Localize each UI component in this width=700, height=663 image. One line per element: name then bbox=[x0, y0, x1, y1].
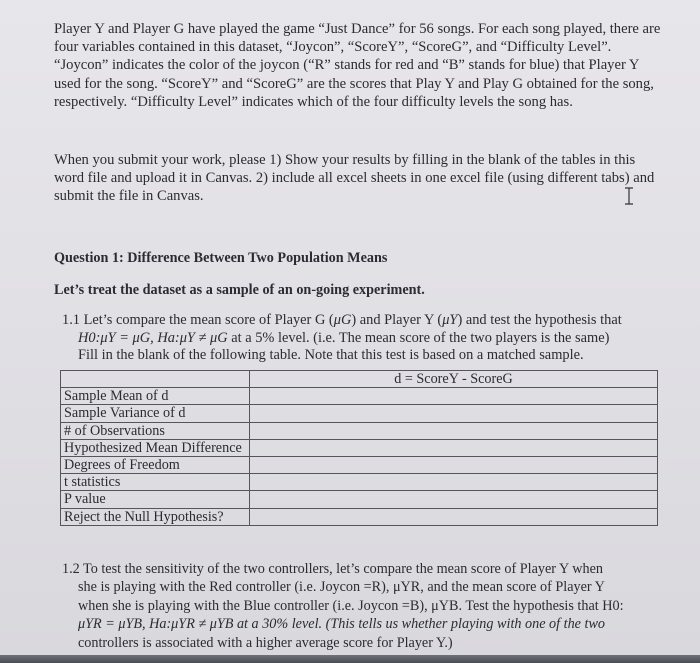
table-header-cell: d = ScoreY - ScoreG bbox=[250, 371, 658, 388]
question-1-title: Question 1: Difference Between Two Population Means bbox=[54, 250, 388, 266]
results-table bbox=[60, 370, 658, 526]
q12-line-3: when she is playing with the Blue controller (i.e. Joycon =B), μYB. Test the hypothesis that H0: bbox=[78, 597, 624, 614]
answer-cell[interactable] bbox=[250, 422, 658, 439]
question-1-2 bbox=[62, 560, 652, 652]
answer-cell[interactable] bbox=[250, 508, 658, 525]
answer-cell[interactable] bbox=[250, 405, 658, 422]
row-label: Sample Mean of d bbox=[61, 388, 250, 405]
q11-line-2: H0:μY = μG, Ha:μY ≠ μG at a 5% level. (i.e. The mean score of the two players is the same) bbox=[78, 329, 610, 346]
intro-paragraph-1: Player Y and Player G have played the game “Just Dance” for 56 songs. For each song played, there are four variables contained in this dataset, “Joycon”, “ScoreY”, “ScoreG”, and “Difficulty Level”. “Joycon” indicates the color of the joycon (“R” stands for red and “B” stands for blue) that Player Y used for the song. “ScoreY” and “ScoreG” are the scores that Play Y and Play G obtained for the song, respectively. “Difficulty Level” indicates which of the four difficulty levels the song has. bbox=[54, 21, 661, 110]
q12-line-1: 1.2 To test the sensitivity of the two controllers, let’s compare the mean score of Player Y when bbox=[62, 561, 604, 577]
table-row bbox=[61, 439, 658, 456]
answer-cell[interactable] bbox=[250, 491, 658, 508]
q11-line-1: 1.1 Let’s compare the mean score of Player G (μG) and Player Y (μY) and test the hypothesis that bbox=[62, 312, 622, 328]
table-row bbox=[61, 456, 658, 473]
answer-cell[interactable] bbox=[250, 456, 658, 473]
table-row bbox=[61, 422, 658, 439]
table-row bbox=[61, 474, 658, 491]
table-row bbox=[61, 508, 658, 525]
row-label: Hypothesized Mean Difference bbox=[61, 439, 250, 456]
row-label: Sample Variance of d bbox=[61, 405, 250, 422]
table-corner-cell bbox=[61, 371, 250, 388]
intro-paragraph-2: When you submit your work, please 1) Show your results by filling in the blank of the tables in this word file and upload it in Canvas. 2) include all excel sheets in one excel file (using different tabs) and submit the file in Canvas. bbox=[54, 152, 655, 205]
table-row bbox=[61, 388, 658, 405]
answer-cell[interactable] bbox=[250, 388, 658, 405]
answer-cell[interactable] bbox=[250, 474, 658, 491]
table-row bbox=[61, 491, 658, 508]
table-header-row bbox=[61, 371, 658, 388]
q11-line-3: Fill in the blank of the following table. Note that this test is based on a matched sample. bbox=[78, 347, 584, 364]
question-1-1 bbox=[62, 312, 668, 365]
q12-line-5: controllers is associated with a higher average score for Player Y.) bbox=[78, 634, 453, 651]
text-cursor-icon bbox=[624, 187, 634, 205]
page-bottom-edge bbox=[0, 655, 700, 663]
row-label: Degrees of Freedom bbox=[61, 456, 250, 473]
row-label: # of Observations bbox=[61, 422, 250, 439]
mu-y-symbol: μY bbox=[442, 312, 458, 328]
q12-line-2: she is playing with the Red controller (i.e. Joycon =R), μYR, and the mean score of Player Y bbox=[78, 579, 605, 596]
row-label: P value bbox=[61, 491, 250, 508]
mu-g-symbol: μG bbox=[333, 312, 352, 328]
question-1-subtitle: Let’s treat the dataset as a sample of an on-going experiment. bbox=[54, 282, 425, 298]
q12-line-4: μYR = μYB, Ha:μYR ≠ μYB at a 30% level. (This tells us whether playing with one of the two bbox=[78, 616, 606, 633]
row-label: Reject the Null Hypothesis? bbox=[61, 508, 250, 525]
table-row bbox=[61, 405, 658, 422]
hypothesis-text: H0:μY = μG, Ha:μY ≠ μG bbox=[78, 329, 228, 346]
row-label: t statistics bbox=[61, 474, 250, 491]
answer-cell[interactable] bbox=[250, 439, 658, 456]
